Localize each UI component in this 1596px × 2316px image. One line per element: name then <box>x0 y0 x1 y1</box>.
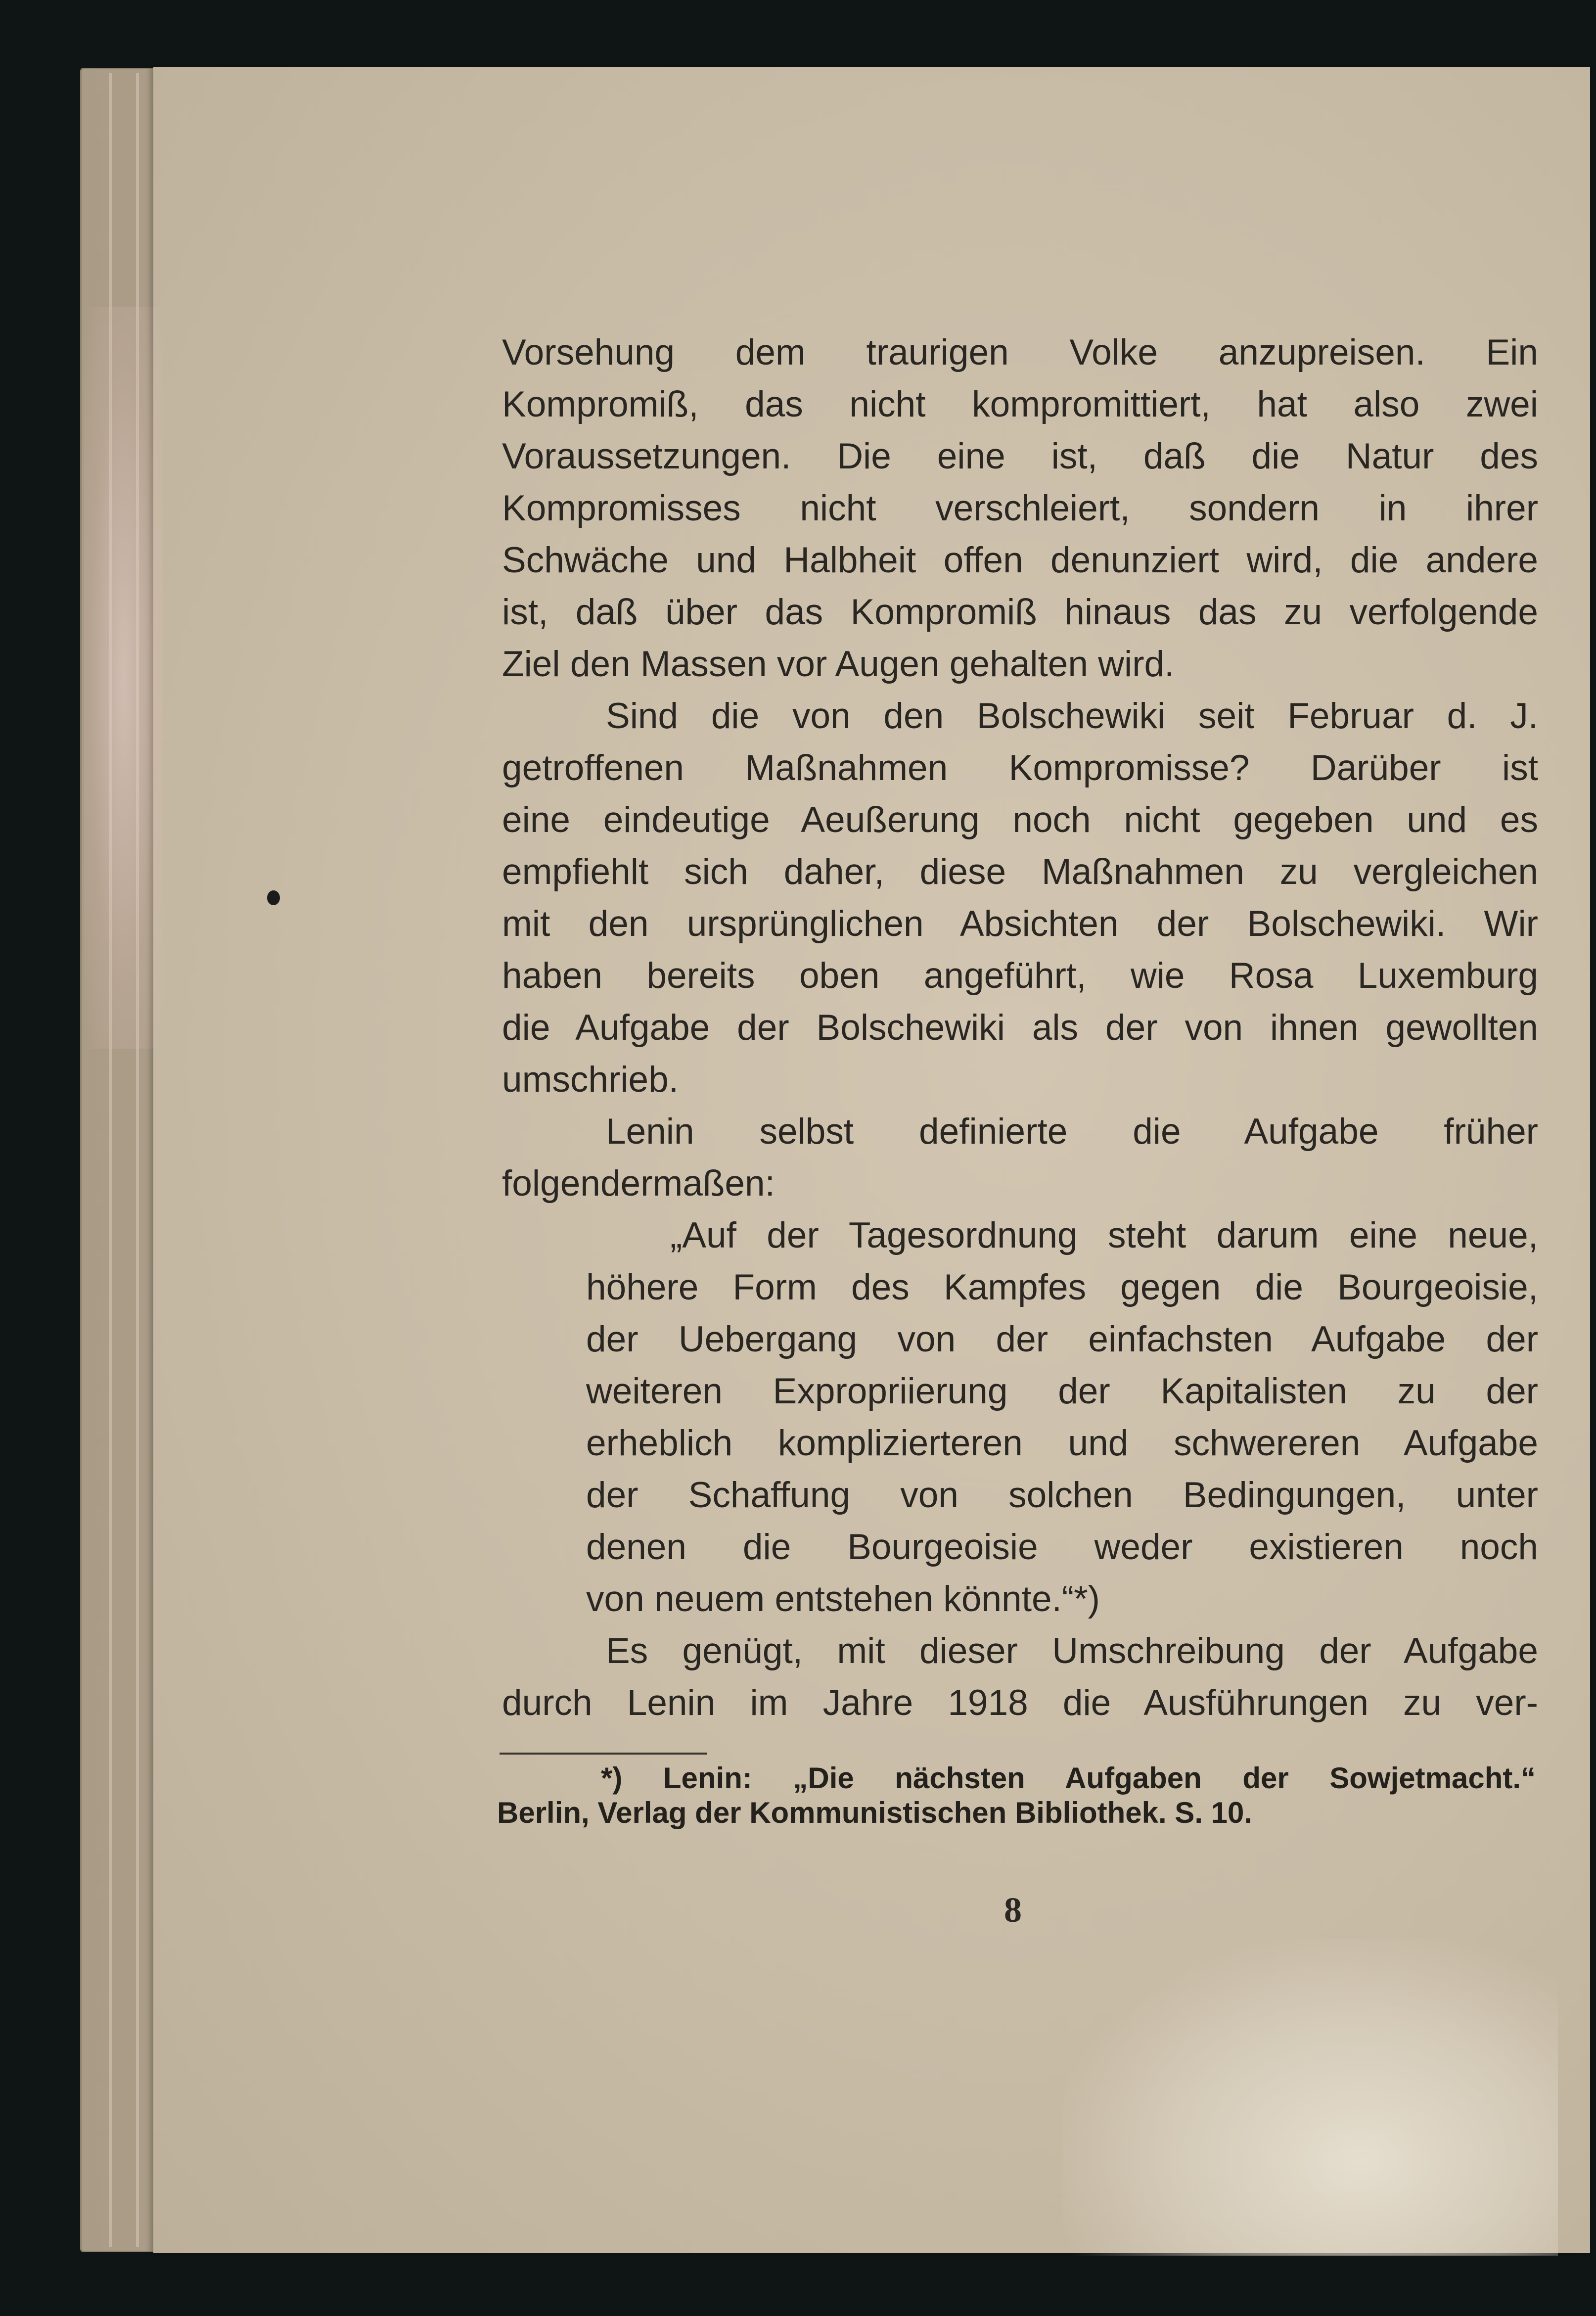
quote-line: höhere Form des Kampfes gegen die Bourgeoisie, <box>586 1267 1538 1307</box>
quote-line: denen die Bourgeoisie weder existieren noch <box>586 1527 1538 1567</box>
text-line: ist, daß über das Kompromiß hinaus das zu verfolgende <box>502 592 1538 632</box>
text-line: haben bereits oben angeführt, wie Rosa Luxemburg <box>502 956 1538 996</box>
text-line: folgendermaßen: <box>502 1163 775 1204</box>
text-line: empfiehlt sich daher, diese Maßnahmen zu vergleichen <box>502 852 1538 892</box>
block-quote <box>502 1209 1538 1625</box>
text-line: die Aufgabe der Bolschewiki als der von ihnen gewollten <box>502 1008 1538 1048</box>
footnote <box>497 1761 1536 1830</box>
footnote-line: *) Lenin: „Die nächsten Aufgaben der Sowjetmacht.“ <box>601 1761 1536 1795</box>
text-line: Vorsehung dem traurigen Volke anzupreisen. Ein <box>502 332 1538 372</box>
text-line: umschrieb. <box>502 1060 679 1100</box>
text-line: durch Lenin im Jahre 1918 die Ausführungen zu ver- <box>502 1683 1538 1723</box>
text-line: Schwäche und Halbheit offen denunziert wird, die andere <box>502 540 1538 580</box>
quote-line: der Schaffung von solchen Bedingungen, unter <box>586 1475 1538 1515</box>
text-line: mit den ursprünglichen Absichten der Bolschewiki. Wir <box>502 904 1538 944</box>
paper-stain-left <box>84 307 163 1049</box>
text-line: getroffenen Maßnahmen Kompromisse? Darüber ist <box>502 748 1538 788</box>
text-line: Lenin selbst definierte die Aufgabe früher <box>606 1112 1538 1152</box>
quote-line: von neuem entstehen könnte.“*) <box>586 1579 1100 1619</box>
text-line: Sind die von den Bolschewiki seit Februar d. J. <box>606 696 1538 736</box>
quote-line: erheblich komplizierteren und schwereren Aufgabe <box>586 1423 1538 1463</box>
footnote-divider <box>500 1753 707 1755</box>
page-number: 8 <box>1004 1890 1022 1930</box>
quote-line: der Uebergang von der einfachsten Aufgabe der <box>586 1319 1538 1359</box>
text-line: Voraussetzungen. Die eine ist, daß die Natur des <box>502 436 1538 476</box>
quote-line: weiteren Expropriierung der Kapitalisten zu der <box>586 1371 1538 1411</box>
quote-line: „Auf der Tagesordnung steht darum eine neue, <box>670 1215 1538 1255</box>
footnote-line: Berlin, Verlag der Kommunistischen Bibliothek. S. 10. <box>497 1796 1253 1829</box>
body-text <box>502 326 1538 1729</box>
text-line: Es genügt, mit dieser Umschreibung der Aufgabe <box>606 1631 1538 1671</box>
text-line: Ziel den Massen vor Augen gehalten wird. <box>502 644 1175 684</box>
paper-stain-bottom <box>1063 1939 1558 2256</box>
ink-dot <box>267 890 280 905</box>
text-line: Kompromisses nicht verschleiert, sondern in ihrer <box>502 488 1538 528</box>
text-line: Kompromiß, das nicht kompromittiert, hat also zwei <box>502 384 1538 424</box>
text-line: eine eindeutige Aeußerung noch nicht gegeben und es <box>502 800 1538 840</box>
